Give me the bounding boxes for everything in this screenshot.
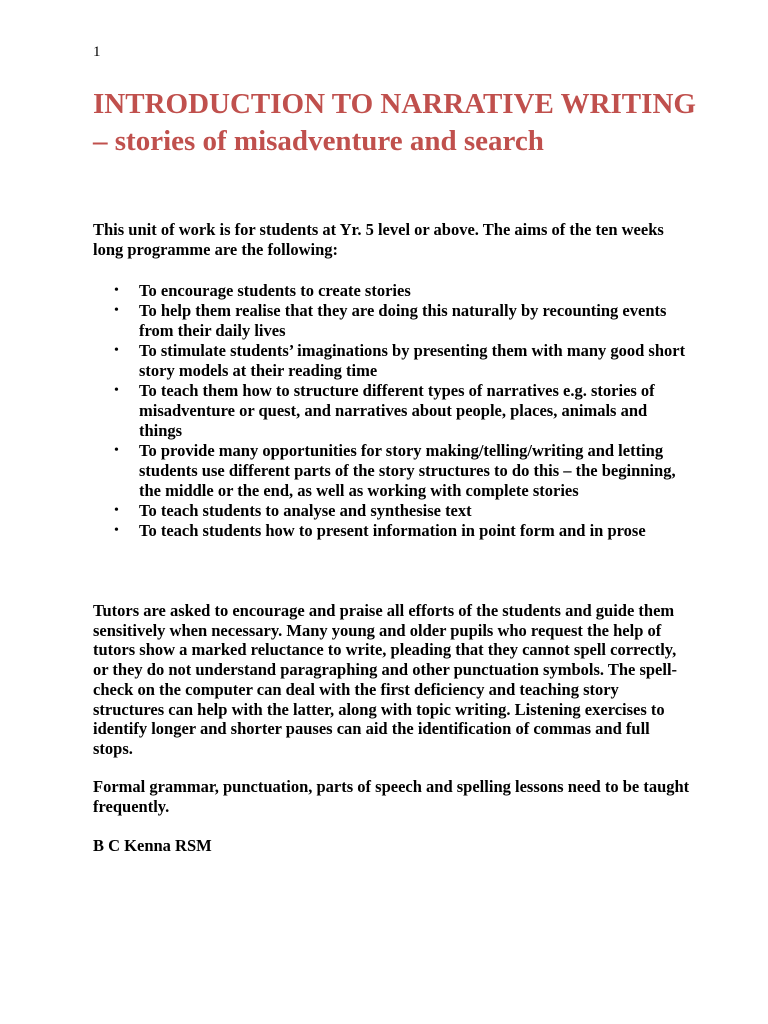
list-item xyxy=(93,281,693,301)
bullet-icon: • xyxy=(114,383,119,398)
bullet-icon: • xyxy=(114,303,119,318)
document-title: INTRODUCTION TO NARRATIVE WRITING – stories of misadventure and search xyxy=(93,88,696,157)
intro-paragraph: This unit of work is for students at Yr. 5 level or above. The aims of the ten weeks long programme are the following: xyxy=(93,220,664,259)
aim-text: To teach them how to structure different types of narratives e.g. stories of misadventure or quest, and narratives about people, places, animals and things xyxy=(139,381,655,440)
aim-text: To provide many opportunities for story making/telling/writing and letting students use different parts of the story structures to do this – the beginning, the middle or the end, as well as working with complete stories xyxy=(139,441,676,500)
list-item xyxy=(93,521,693,541)
bullet-icon: • xyxy=(114,343,119,358)
page-number: 1 xyxy=(93,44,101,60)
aim-text: To teach students how to present information in point form and in prose xyxy=(139,521,646,540)
list-item xyxy=(93,301,693,341)
list-item xyxy=(93,341,693,381)
list-item xyxy=(93,501,693,521)
aim-text: To encourage students to create stories xyxy=(139,281,411,300)
aim-text: To teach students to analyse and synthesise text xyxy=(139,501,472,520)
list-item xyxy=(93,381,693,441)
bullet-icon: • xyxy=(114,503,119,518)
tutors-paragraph: Tutors are asked to encourage and praise all efforts of the students and guide them sensitively when necessary. Many young and older pupils who request the help of tutors show a marked reluctance to write, pleading that they cannot spell correctly, or they do not understand paragraphing and other punctuation symbols. The spell-check on the computer can deal with the first deficiency and teaching story structures can help with the latter, along with topic writing. Listening exercises to identify longer and shorter pauses can aid the identification of commas and full stops. xyxy=(93,601,678,758)
grammar-paragraph: Formal grammar, punctuation, parts of speech and spelling lessons need to be taught frequently. xyxy=(93,777,690,816)
aims-list xyxy=(93,281,693,541)
bullet-icon: • xyxy=(114,523,119,538)
bullet-icon: • xyxy=(114,443,119,458)
aim-text: To stimulate students’ imaginations by presenting them with many good short story models at their reading time xyxy=(139,341,686,380)
bullet-icon: • xyxy=(114,283,119,298)
list-item xyxy=(93,441,693,501)
aim-text: To help them realise that they are doing this naturally by recounting events from their daily lives xyxy=(139,301,667,340)
author-signature: B C Kenna RSM xyxy=(93,836,212,855)
